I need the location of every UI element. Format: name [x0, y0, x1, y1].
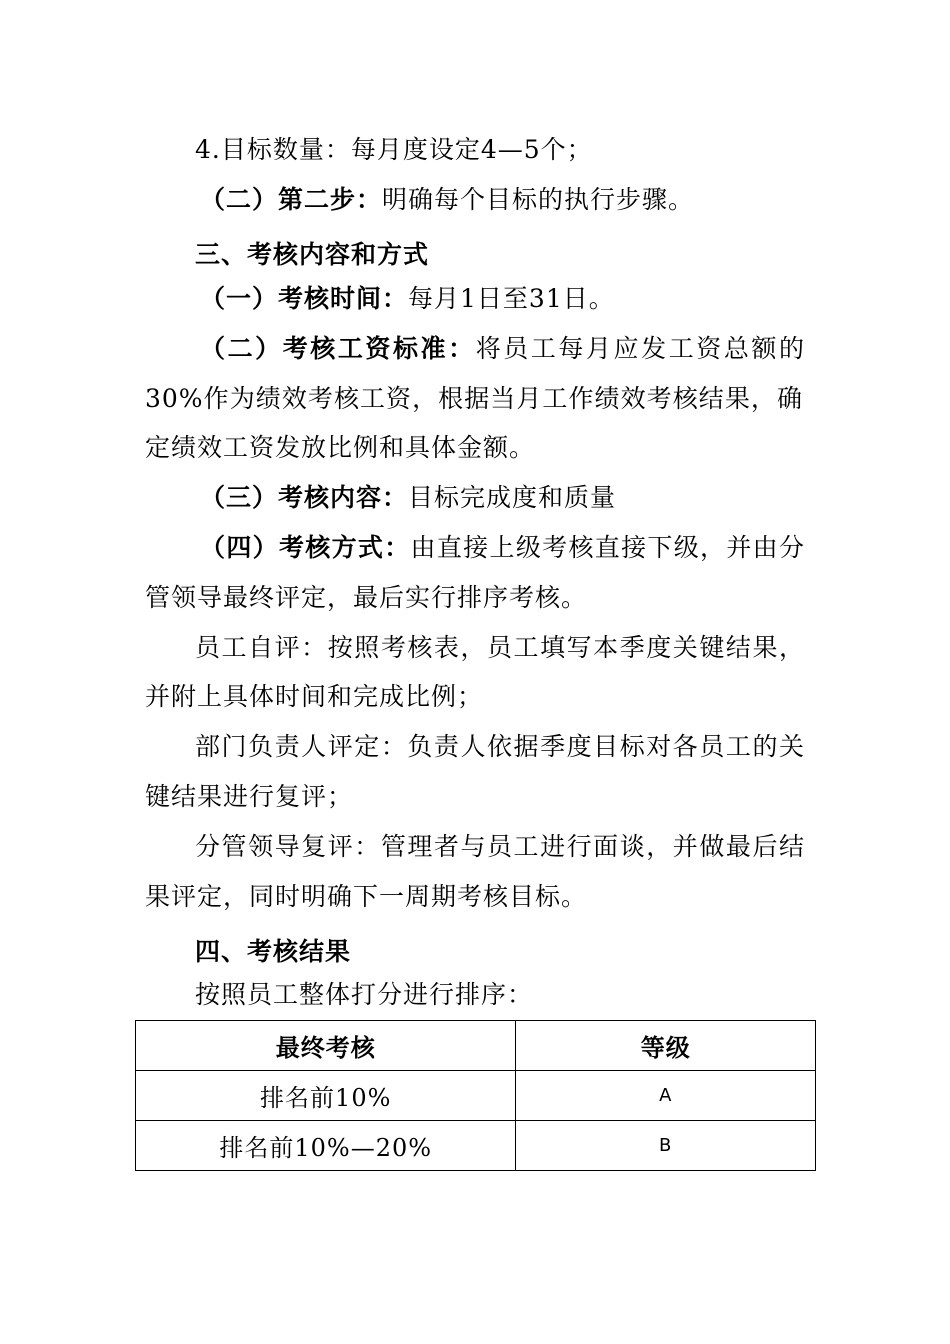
assessment-result-table	[135, 1020, 816, 1171]
salary-standard-line-2: 30%作为绩效考核工资，根据当月工作绩效考核结果，确	[145, 384, 803, 413]
assessment-content-text: 目标完成度和质量	[408, 483, 617, 512]
assessment-time-label: （一）考核时间：	[200, 284, 409, 313]
step-two-line	[200, 185, 694, 215]
rank-cell: 排名前10%—20%	[136, 1121, 516, 1171]
assessment-content-line	[200, 483, 616, 513]
table-header-row	[136, 1021, 816, 1071]
assessment-method-line	[200, 533, 805, 563]
assessment-method-line-2: 管领导最终评定，最后实行排序考核。	[145, 583, 588, 612]
ranking-intro-line: 按照员工整体打分进行排序：	[195, 980, 534, 1009]
step-two-label: （二）第二步：	[200, 185, 383, 214]
assessment-time-line	[200, 284, 615, 314]
step-two-text: 明确每个目标的执行步骤。	[382, 185, 695, 214]
target-count-line	[195, 135, 593, 165]
salary-standard-line-3: 定绩效工资发放比例和具体金额。	[145, 433, 536, 462]
table-row	[136, 1071, 816, 1121]
grade-cell: B	[516, 1121, 816, 1171]
header-final-assessment: 最终考核	[136, 1021, 516, 1071]
section-four-heading: 四、考核结果	[195, 937, 352, 966]
self-evaluation-line: 员工自评：按照考核表，员工填写本季度关键结果，	[195, 633, 805, 662]
table-row	[136, 1121, 816, 1171]
grade-cell: A	[516, 1071, 816, 1121]
department-review-line: 部门负责人评定：负责人依据季度目标对各员工的关	[195, 732, 805, 761]
assessment-content-label: （三）考核内容：	[200, 483, 409, 512]
salary-standard-text: 将员工每月应发工资总额的	[475, 334, 805, 363]
salary-standard-line	[200, 334, 805, 364]
salary-standard-label: （二）考核工资标准：	[200, 334, 476, 363]
leader-review-line: 分管领导复评：管理者与员工进行面谈，并做最后结	[195, 832, 805, 861]
rank-cell: 排名前10%	[136, 1071, 516, 1121]
header-grade: 等级	[516, 1021, 816, 1071]
leader-review-line-2: 果评定，同时明确下一周期考核目标。	[145, 882, 588, 911]
self-evaluation-line-2: 并附上具体时间和完成比例；	[145, 682, 484, 711]
assessment-method-text: 由直接上级考核直接下级，并由分	[410, 533, 805, 562]
target-count-text: 4.目标数量：每月度设定4—5个；	[195, 135, 593, 164]
section-three-heading: 三、考核内容和方式	[195, 240, 430, 269]
assessment-time-text: 每月1日至31日。	[408, 284, 615, 313]
department-review-line-2: 键结果进行复评；	[145, 782, 354, 811]
assessment-method-label: （四）考核方式：	[200, 533, 411, 562]
